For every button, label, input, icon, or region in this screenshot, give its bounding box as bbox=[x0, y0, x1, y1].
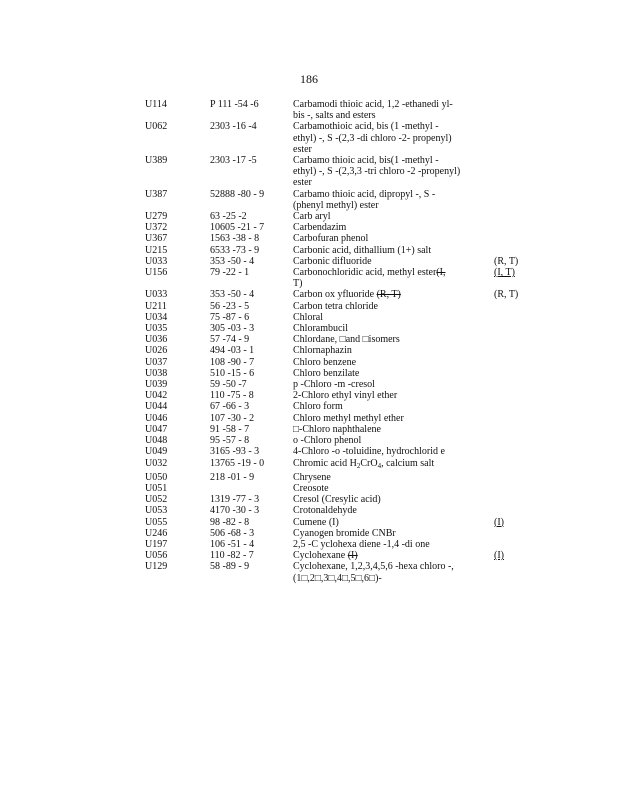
waste-code: U062 bbox=[145, 121, 168, 133]
hazard-basis: (I) bbox=[494, 516, 504, 528]
waste-code: U038 bbox=[145, 367, 168, 379]
waste-code: U033 bbox=[145, 289, 168, 301]
waste-code: U279 bbox=[145, 211, 168, 223]
cas-number: 63 -25 -2 bbox=[210, 211, 247, 223]
substance-name: 2-Chloro ethyl vinyl ether bbox=[293, 390, 398, 402]
cas-number: P 111 -54 -6 bbox=[210, 99, 259, 110]
cas-number: 75 -87 - 6 bbox=[210, 311, 250, 323]
substance-name: 4-Chloro -o -toluidine, hydrochlorid e bbox=[293, 446, 445, 458]
cas-number: 67 -66 - 3 bbox=[210, 401, 250, 413]
cas-number: 110 -75 - 8 bbox=[210, 390, 254, 402]
substance-name: Carbamothioic acid, bis (1 -methyl - ethyl) -, S -(2,3 -di chloro -2- propenyl) ester bbox=[293, 121, 452, 155]
table-row bbox=[145, 458, 525, 472]
waste-code: U055 bbox=[145, 516, 168, 528]
cas-number: 3165 -93 - 3 bbox=[210, 446, 260, 458]
substance-name: Cumene (I) bbox=[293, 516, 339, 528]
cas-number: 4170 -30 - 3 bbox=[210, 505, 260, 517]
waste-code: U039 bbox=[145, 379, 168, 391]
table-row bbox=[145, 424, 525, 435]
waste-code-table bbox=[145, 99, 525, 584]
waste-code: U044 bbox=[145, 401, 168, 413]
hazard-basis: (I, T) bbox=[494, 267, 515, 279]
waste-code: U114 bbox=[145, 99, 167, 110]
cas-number: 305 -03 - 3 bbox=[210, 323, 255, 335]
substance-name: 2,5 -C yclohexa diene -1,4 -di one bbox=[293, 538, 430, 550]
cas-number: 79 -22 - 1 bbox=[210, 267, 250, 279]
table-row bbox=[145, 401, 525, 412]
substance-name: Carbon ox yfluoride (R, T) bbox=[293, 289, 401, 301]
table-row bbox=[145, 561, 525, 583]
substance-name: Cyclohexane, 1,2,3,4,5,6 -hexa chloro -, (1□,2□,3□,4□,5□,6□)- bbox=[293, 561, 454, 584]
cas-number: 494 -03 - 1 bbox=[210, 345, 255, 357]
waste-code: U056 bbox=[145, 550, 168, 562]
table-row bbox=[145, 211, 525, 222]
substance-name: Creosote bbox=[293, 482, 329, 494]
waste-code: U047 bbox=[145, 423, 168, 435]
table-row bbox=[145, 446, 525, 457]
substance-name: Chloral bbox=[293, 311, 323, 323]
waste-code: U049 bbox=[145, 446, 168, 458]
waste-code: U052 bbox=[145, 494, 168, 506]
substance-name: Carbamodi thioic acid, 1,2 -ethanedi yl- bis -, salts and esters bbox=[293, 99, 453, 122]
waste-code: U051 bbox=[145, 482, 168, 494]
table-row bbox=[145, 256, 525, 267]
cas-number: 52888 -80 - 9 bbox=[210, 188, 265, 200]
substance-name: □-Chloro naphthalene bbox=[293, 423, 381, 435]
table-row bbox=[145, 121, 525, 155]
table-row bbox=[145, 312, 525, 323]
substance-name: Chlornaphazin bbox=[293, 345, 352, 357]
substance-name: Chlorambucil bbox=[293, 323, 348, 335]
waste-code: U042 bbox=[145, 390, 168, 402]
table-row bbox=[145, 301, 525, 312]
waste-code: U156 bbox=[145, 267, 168, 279]
substance-name: Chloro benzilate bbox=[293, 367, 360, 379]
cas-number: 106 -51 - 4 bbox=[210, 538, 255, 550]
table-row bbox=[145, 155, 525, 189]
cas-number: 2303 -16 -4 bbox=[210, 121, 257, 133]
cas-number: 10605 -21 - 7 bbox=[210, 222, 265, 234]
substance-name: Carbonic difluoride bbox=[293, 255, 372, 267]
table-row bbox=[145, 483, 525, 494]
substance-name: Chlordane, □and □isomers bbox=[293, 334, 400, 346]
substance-name: Chrysene bbox=[293, 471, 331, 483]
table-row bbox=[145, 334, 525, 345]
waste-code: U026 bbox=[145, 345, 168, 357]
table-row bbox=[145, 233, 525, 244]
table-row bbox=[145, 267, 525, 289]
table-row bbox=[145, 413, 525, 424]
waste-code: U032 bbox=[145, 457, 168, 469]
cas-number: 56 -23 - 5 bbox=[210, 300, 250, 312]
substance-name: Carbendazim bbox=[293, 222, 347, 234]
cas-number: 59 -50 -7 bbox=[210, 379, 247, 391]
struck-hazard-code: (I) bbox=[347, 550, 358, 562]
hazard-basis: (I) bbox=[494, 550, 504, 562]
substance-name: Carbamo thioic acid, bis(1 -methyl - ethyl) -, S -(2,3,3 -tri chloro -2 -propenyl) ester bbox=[293, 155, 461, 189]
struck-hazard-code: (I, bbox=[436, 267, 446, 279]
table-row bbox=[145, 505, 525, 516]
cas-number: 108 -90 - 7 bbox=[210, 356, 255, 368]
substance-name: Cyanogen bromide CNBr bbox=[293, 527, 396, 539]
substance-name: Carbonochloridic acid, methyl ester(I, T) bbox=[293, 267, 446, 290]
cas-number: 13765 -19 - 0 bbox=[210, 457, 265, 469]
table-row bbox=[145, 222, 525, 233]
substance-name: Carbamo thioic acid, dipropyl -, S - (phenyl methyl) ester bbox=[293, 188, 436, 211]
substance-name: Carbofuran phenol bbox=[293, 233, 369, 245]
table-row bbox=[145, 472, 525, 483]
hazard-basis: (R, T) bbox=[494, 289, 519, 301]
cas-number: 95 -57 - 8 bbox=[210, 435, 250, 447]
table-row bbox=[145, 357, 525, 368]
substance-name: Chloro benzene bbox=[293, 356, 357, 368]
waste-code: U037 bbox=[145, 356, 168, 368]
cas-number: 6533 -73 - 9 bbox=[210, 244, 260, 256]
table-row bbox=[145, 390, 525, 401]
waste-code: U053 bbox=[145, 505, 168, 517]
waste-code: U129 bbox=[145, 561, 168, 573]
substance-name: p -Chloro -m -cresol bbox=[293, 379, 375, 391]
substance-name: Cresol (Cresylic acid) bbox=[293, 494, 381, 506]
waste-code: U046 bbox=[145, 412, 168, 424]
waste-code: U367 bbox=[145, 233, 168, 245]
waste-code: U035 bbox=[145, 323, 168, 335]
cas-number: 1319 -77 - 3 bbox=[210, 494, 260, 506]
table-row bbox=[145, 550, 525, 561]
page-number: 186 bbox=[300, 72, 318, 86]
cas-number: 353 -50 - 4 bbox=[210, 289, 255, 301]
table-row bbox=[145, 435, 525, 446]
waste-code: U389 bbox=[145, 155, 168, 167]
waste-code: U372 bbox=[145, 222, 168, 234]
waste-code: U211 bbox=[145, 300, 167, 312]
table-row bbox=[145, 289, 525, 300]
table-row bbox=[145, 368, 525, 379]
substance-name: o -Chloro phenol bbox=[293, 435, 362, 447]
table-row bbox=[145, 379, 525, 390]
substance-name: Cyclohexane (I) bbox=[293, 550, 358, 562]
waste-code: U036 bbox=[145, 334, 168, 346]
substance-name: Carbonic acid, dithallium (1+) salt bbox=[293, 244, 432, 256]
cas-number: 98 -82 - 8 bbox=[210, 516, 250, 528]
waste-code: U387 bbox=[145, 188, 168, 200]
substance-name: Chromic acid $H_2CrO_4$, calcium salt bbox=[293, 457, 435, 470]
waste-code: U034 bbox=[145, 311, 168, 323]
table-row bbox=[145, 189, 525, 211]
cas-number: 353 -50 - 4 bbox=[210, 255, 255, 267]
cas-number: 110 -82 - 7 bbox=[210, 550, 254, 562]
cas-number: 58 -89 - 9 bbox=[210, 561, 250, 573]
substance-name: Chloro form bbox=[293, 401, 343, 413]
waste-code: U050 bbox=[145, 471, 168, 483]
substance-name: Crotonaldehyde bbox=[293, 505, 357, 517]
waste-code: U197 bbox=[145, 538, 168, 550]
table-row bbox=[145, 323, 525, 334]
cas-number: 506 -68 - 3 bbox=[210, 527, 255, 539]
waste-code: U246 bbox=[145, 527, 168, 539]
hazard-basis: (R, T) bbox=[494, 255, 519, 267]
table-row bbox=[145, 539, 525, 550]
table-row bbox=[145, 99, 525, 121]
waste-code: U048 bbox=[145, 435, 168, 447]
struck-hazard-code: (R, T) bbox=[376, 289, 401, 301]
cas-number: 107 -30 - 2 bbox=[210, 412, 255, 424]
waste-code: U215 bbox=[145, 244, 168, 256]
cas-number: 1563 -38 - 8 bbox=[210, 233, 260, 245]
waste-code: U033 bbox=[145, 255, 168, 267]
cas-number: 91 -58 - 7 bbox=[210, 423, 250, 435]
table-row bbox=[145, 345, 525, 356]
cas-number: 218 -01 - 9 bbox=[210, 471, 255, 483]
table-row bbox=[145, 245, 525, 256]
cas-number: 510 -15 - 6 bbox=[210, 367, 255, 379]
substance-name: Carbon tetra chloride bbox=[293, 300, 378, 312]
substance-name: Carb aryl bbox=[293, 211, 331, 223]
substance-name: Chloro methyl methyl ether bbox=[293, 412, 404, 424]
table-row bbox=[145, 517, 525, 528]
cas-number: 2303 -17 -5 bbox=[210, 155, 257, 167]
table-row bbox=[145, 494, 525, 505]
cas-number: 57 -74 - 9 bbox=[210, 334, 250, 346]
table-row bbox=[145, 528, 525, 539]
